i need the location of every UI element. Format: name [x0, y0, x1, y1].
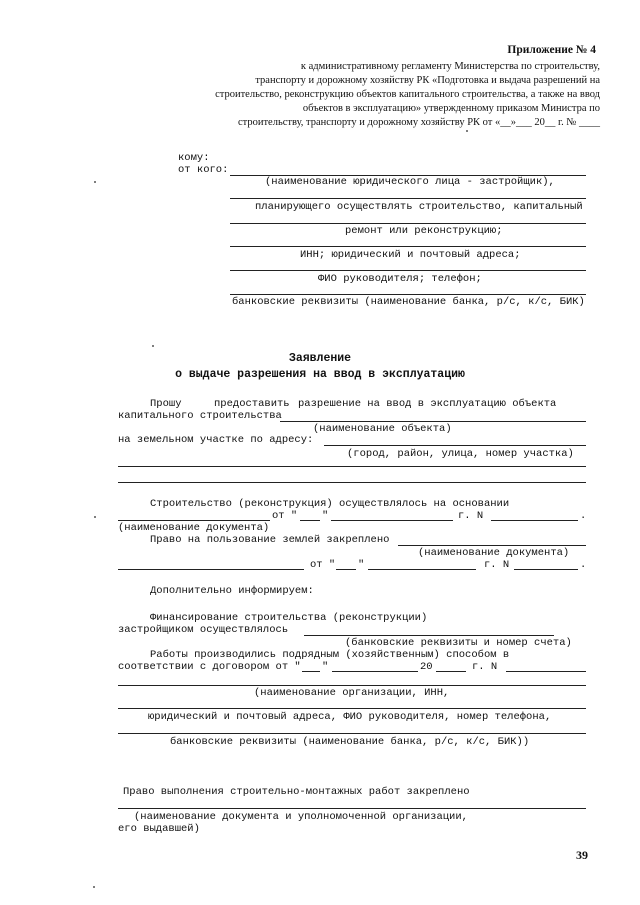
- works-contract-prefix: соответствии с договором от ": [118, 661, 301, 673]
- land-month-line: [368, 569, 476, 570]
- to-label: кому:: [178, 152, 210, 164]
- org-line-2: [118, 708, 586, 709]
- object-prefix: капитального строительства: [118, 410, 282, 422]
- org-line-1: [118, 685, 586, 686]
- addressee-line-3: [230, 223, 586, 224]
- request-permission: разрешение на ввод в эксплуатацию объекта: [298, 398, 557, 410]
- address-line-2: [118, 466, 586, 467]
- basis-month-line: [331, 520, 453, 521]
- financing-line-2: застройщиком осуществлялось: [118, 624, 289, 636]
- land-year: г. N: [484, 559, 510, 571]
- org-caption-3: банковские реквизиты (наименование банка, р/с, к/с, БИК)): [170, 736, 530, 748]
- land-right: Право на пользование землей закреплено: [150, 534, 390, 546]
- org-line-3: [118, 733, 586, 734]
- heading-line-1: Заявление: [288, 352, 352, 365]
- appendix-line-1: к административному регламенту Министерства по строительству,: [300, 61, 600, 72]
- basis-quote: ": [322, 510, 329, 522]
- construction-basis: Строительство (реконструкция) осуществлялось на основании: [150, 498, 510, 510]
- basis-doc-line: [118, 520, 270, 521]
- basis-number-line: [491, 520, 578, 521]
- land-quote: ": [358, 559, 365, 571]
- request-prosu: Прошу: [150, 398, 182, 410]
- request-predostavit: предоставить: [214, 398, 290, 410]
- works-line-1: Работы производились подрядным (хозяйственным) способом в: [150, 649, 510, 661]
- works-month-line: [332, 671, 418, 672]
- object-caption: (наименование объекта): [313, 423, 452, 435]
- scan-speck: [93, 886, 95, 888]
- works-quote: ": [322, 661, 329, 673]
- org-caption-2: юридический и почтовый адреса, ФИО руководителя, номер телефона,: [148, 711, 552, 723]
- install-caption-2: его выдавшей): [118, 823, 200, 835]
- land-day-line: [336, 569, 356, 570]
- address-line-3: [118, 482, 586, 483]
- basis-dot: .: [580, 510, 587, 522]
- address-line: [324, 445, 586, 446]
- land-right-line: [398, 545, 586, 546]
- addressee-caption-3: ремонт или реконструкцию;: [345, 225, 503, 237]
- addressee-caption-6: банковские реквизиты (наименование банка, р/с, к/с, БИК): [232, 296, 585, 308]
- appendix-line-5: строительству, транспорту и дорожному хозяйству РК от «__»___ 20__ г. № ____: [237, 117, 600, 128]
- appendix-line-2: транспорту и дорожному хозяйству РК «Подготовка и выдача разрешений на: [255, 75, 600, 86]
- basis-year: г. N: [458, 510, 484, 522]
- scan-speck: [152, 345, 154, 347]
- basis-doc-caption: (наименование документа): [118, 522, 270, 534]
- addressee-caption-5: ФИО руководителя; телефон;: [318, 273, 482, 285]
- heading-line-2: о выдаче разрешения на ввод в эксплуатацию: [175, 368, 465, 381]
- from-label: от кого:: [178, 164, 229, 176]
- addressee-caption-1: (наименование юридического лица - застройщик),: [265, 176, 555, 188]
- install-text: Право выполнения строительно-монтажных работ закреплено: [123, 786, 470, 798]
- addressee-line-6: [230, 294, 586, 295]
- basis-day-line: [300, 520, 320, 521]
- scan-speck: [466, 130, 468, 132]
- addressee-line-4: [230, 246, 586, 247]
- works-day-line: [302, 671, 320, 672]
- works-year-prefix: 20: [420, 661, 433, 673]
- addressee-line-2: [230, 198, 586, 199]
- additional-label: Дополнительно информируем:: [150, 585, 314, 597]
- addressee-line-5: [230, 270, 586, 271]
- scan-speck: [94, 181, 96, 183]
- object-line: [280, 421, 586, 422]
- appendix-title: Приложение № 4: [507, 44, 596, 56]
- financing-caption: (банковские реквизиты и номер счета): [345, 637, 572, 649]
- addressee-caption-4: ИНН; юридический и почтовый адреса;: [300, 249, 521, 261]
- works-number: г. N: [472, 661, 498, 673]
- financing-line: [304, 635, 554, 636]
- land-doc-line: [118, 569, 304, 570]
- address-caption: (город, район, улица, номер участка): [347, 448, 574, 460]
- org-caption-1: (наименование организации, ИНН,: [254, 687, 450, 699]
- address-label: на земельном участке по адресу:: [118, 434, 314, 446]
- land-doc-caption: (наименование документа): [418, 547, 570, 559]
- install-caption-1: (наименование документа и уполномоченной организации,: [134, 811, 468, 823]
- financing-line-1: Финансирование строительства (реконструкции): [150, 612, 428, 624]
- install-line: [118, 808, 586, 809]
- appendix-line-4: объектов в эксплуатацию» утвержденному приказом Министра по: [302, 103, 600, 114]
- land-number-line: [514, 569, 578, 570]
- land-dot: .: [580, 559, 587, 571]
- basis-from: от ": [272, 510, 298, 522]
- land-from: от ": [310, 559, 336, 571]
- scan-speck: [94, 516, 96, 518]
- works-number-line: [506, 671, 586, 672]
- addressee-caption-2: планирующего осуществлять строительство, капитальный: [255, 201, 583, 213]
- works-year-line: [436, 671, 466, 672]
- page-number: 39: [576, 848, 588, 862]
- appendix-line-3: строительство, реконструкцию объектов капитального строительства, а также на ввод: [215, 89, 600, 100]
